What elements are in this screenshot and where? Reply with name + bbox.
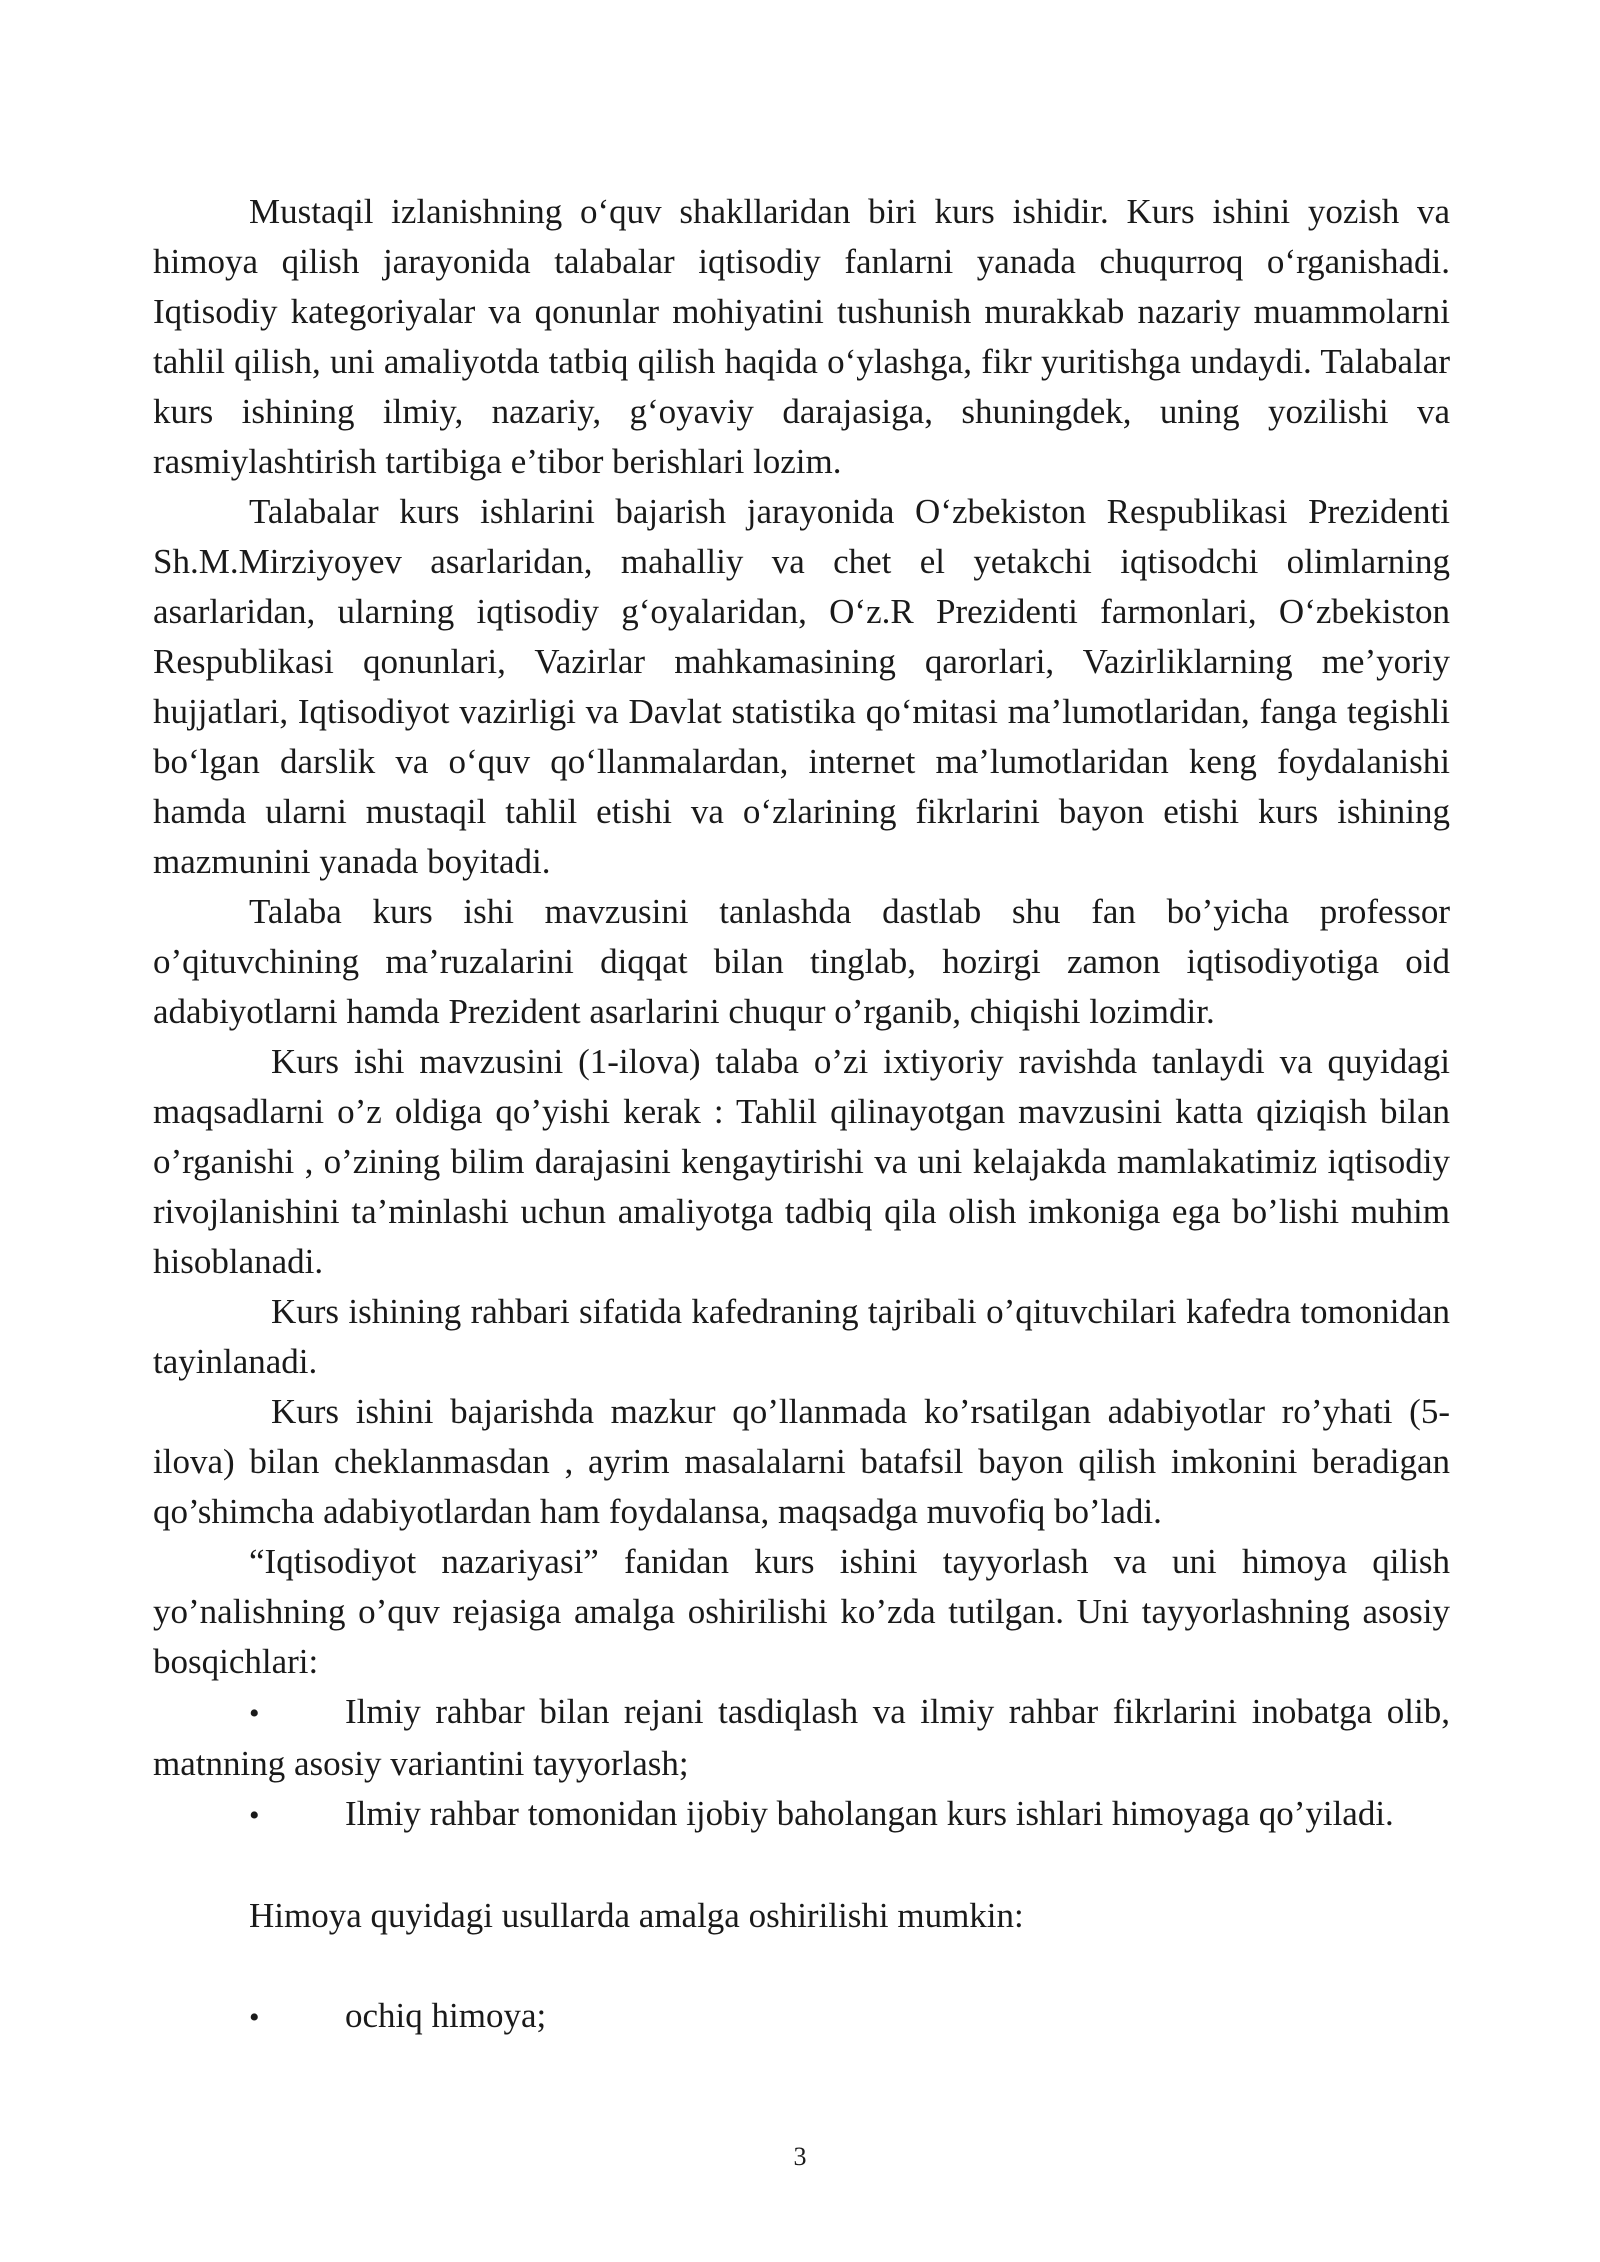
- paragraph-intro: Mustaqil izlanishning o‘quv shakllaridan biri kurs ishidir. Kurs ishini yozish va himoya qilish jarayonida talabalar iqtisodiy fanlarni yanada chuqurroq o‘rganishadi. Iqtisodiy kategoriyalar va qonunlar mohiyatini tushunish murakkab nazariy muammolarni tahlil qilish, uni amaliyotda tatbiq qilish haqida o‘ylashga, fikr yuritishga undaydi. Talabalar kurs ishining ilmiy, nazariy, g‘oyaviy darajasiga, shuningdek, uning yozilishi va rasmiylashtirish tartibiga e’tibor berishlari lozim.: [153, 192, 1450, 481]
- document-body: [153, 187, 1450, 2043]
- bullet-item-defense: [153, 1789, 1450, 1841]
- paragraph-sources: Talabalar kurs ishlarini bajarish jarayonida O‘zbekiston Respublikasi Prezidenti Sh.M.Mirziyoyev asarlaridan, mahalliy va chet el yetakchi iqtisodchi olimlarning asarlaridan, ularning iqtisodiy g‘oyalaridan, O‘z.R Prezidenti farmonlari, O‘zbekiston Respublikasi qonunlari, Vazirlar mahkamasining qarorlari, Vazirliklarning me’yoriy hujjatlari, Iqtisodiyot vazirligi va Davlat statistika qo‘mitasi ma’lumotlaridan, fanga tegishli bo‘lgan darslik va o‘quv qo‘llanmalardan, internet ma’lumotlaridan keng foydalanishi hamda ularni mustaqil tahlil etishi va o‘zlarining fikrlarini bayon etishi kurs ishining mazmunini yanada boyitadi.: [153, 492, 1450, 881]
- bullet-text: ochiq himoya;: [345, 1996, 547, 2035]
- bullet-text: Ilmiy rahbar bilan rejani tasdiqlash va ilmiy rahbar fikrlarini inobatga olib, matnning asosiy variantini tayyorlash;: [153, 1692, 1450, 1783]
- bullet-item-plan: [153, 1687, 1450, 1789]
- bullet-icon: •: [249, 1697, 260, 1730]
- bullet-text: Ilmiy rahbar tomonidan ijobiy baholangan kurs ishlari himoyaga qo’yiladi.: [345, 1794, 1394, 1833]
- bullet-item-open-defense: [153, 1991, 1450, 2043]
- paragraph-defense-methods: Himoya quyidagi usullarda amalga oshirilishi mumkin:: [249, 1896, 1024, 1935]
- spacer: [153, 1941, 1450, 1991]
- spacer: [153, 1841, 1450, 1891]
- paragraph-stages: “Iqtisodiyot nazariyasi” fanidan kurs ishini tayyorlash va uni himoya qilish yo’nalishning o’quv rejasiga amalga oshirilishi ko’zda tutilgan. Uni tayyorlashning asosiy bosqichlari:: [153, 1542, 1450, 1681]
- paragraph-literature: Kurs ishini bajarishda mazkur qo’llanmada ko’rsatilgan adabiyotlar ro’yhati (5- ilova) bilan cheklanmasdan , ayrim masalalarni batafsil bayon qilish imkonini beradigan qo’shimcha adabiyotlardan ham foydalansa, maqsadga muvofiq bo’ladi.: [153, 1392, 1450, 1531]
- paragraph-topic-selection: Talaba kurs ishi mavzusini tanlashda dastlab shu fan bo’yicha professor o’qituvchining ma’ruzalarini diqqat bilan tinglab, hozirgi zamon iqtisodiyotiga oid adabiyotlarni hamda Prezident asarlarini chuqur o’rganib, chiqishi lozimdir.: [153, 892, 1450, 1031]
- bullet-icon: •: [249, 2001, 260, 2034]
- paragraph-topic-goals: Kurs ishi mavzusini (1-ilova) talaba o’zi ixtiyoriy ravishda tanlaydi va quyidagi maqsadlarni o’z oldiga qo’yishi kerak : Tahlil qilinayotgan mavzusini katta qiziqish bilan o’rganishi , o’zining bilim darajasini kengaytirishi va uni kelajakda mamlakatimiz iqtisodiy rivojlanishini ta’minlashi uchun amaliyotga tadbiq qila olish imkoniga ega bo’lishi muhim hisoblanadi.: [153, 1042, 1450, 1281]
- paragraph-supervisor: Kurs ishining rahbari sifatida kafedraning tajribali o’qituvchilari kafedra tomonidan tayinlanadi.: [153, 1292, 1450, 1381]
- page-number: 3: [793, 2142, 807, 2171]
- bullet-icon: •: [249, 1799, 260, 1832]
